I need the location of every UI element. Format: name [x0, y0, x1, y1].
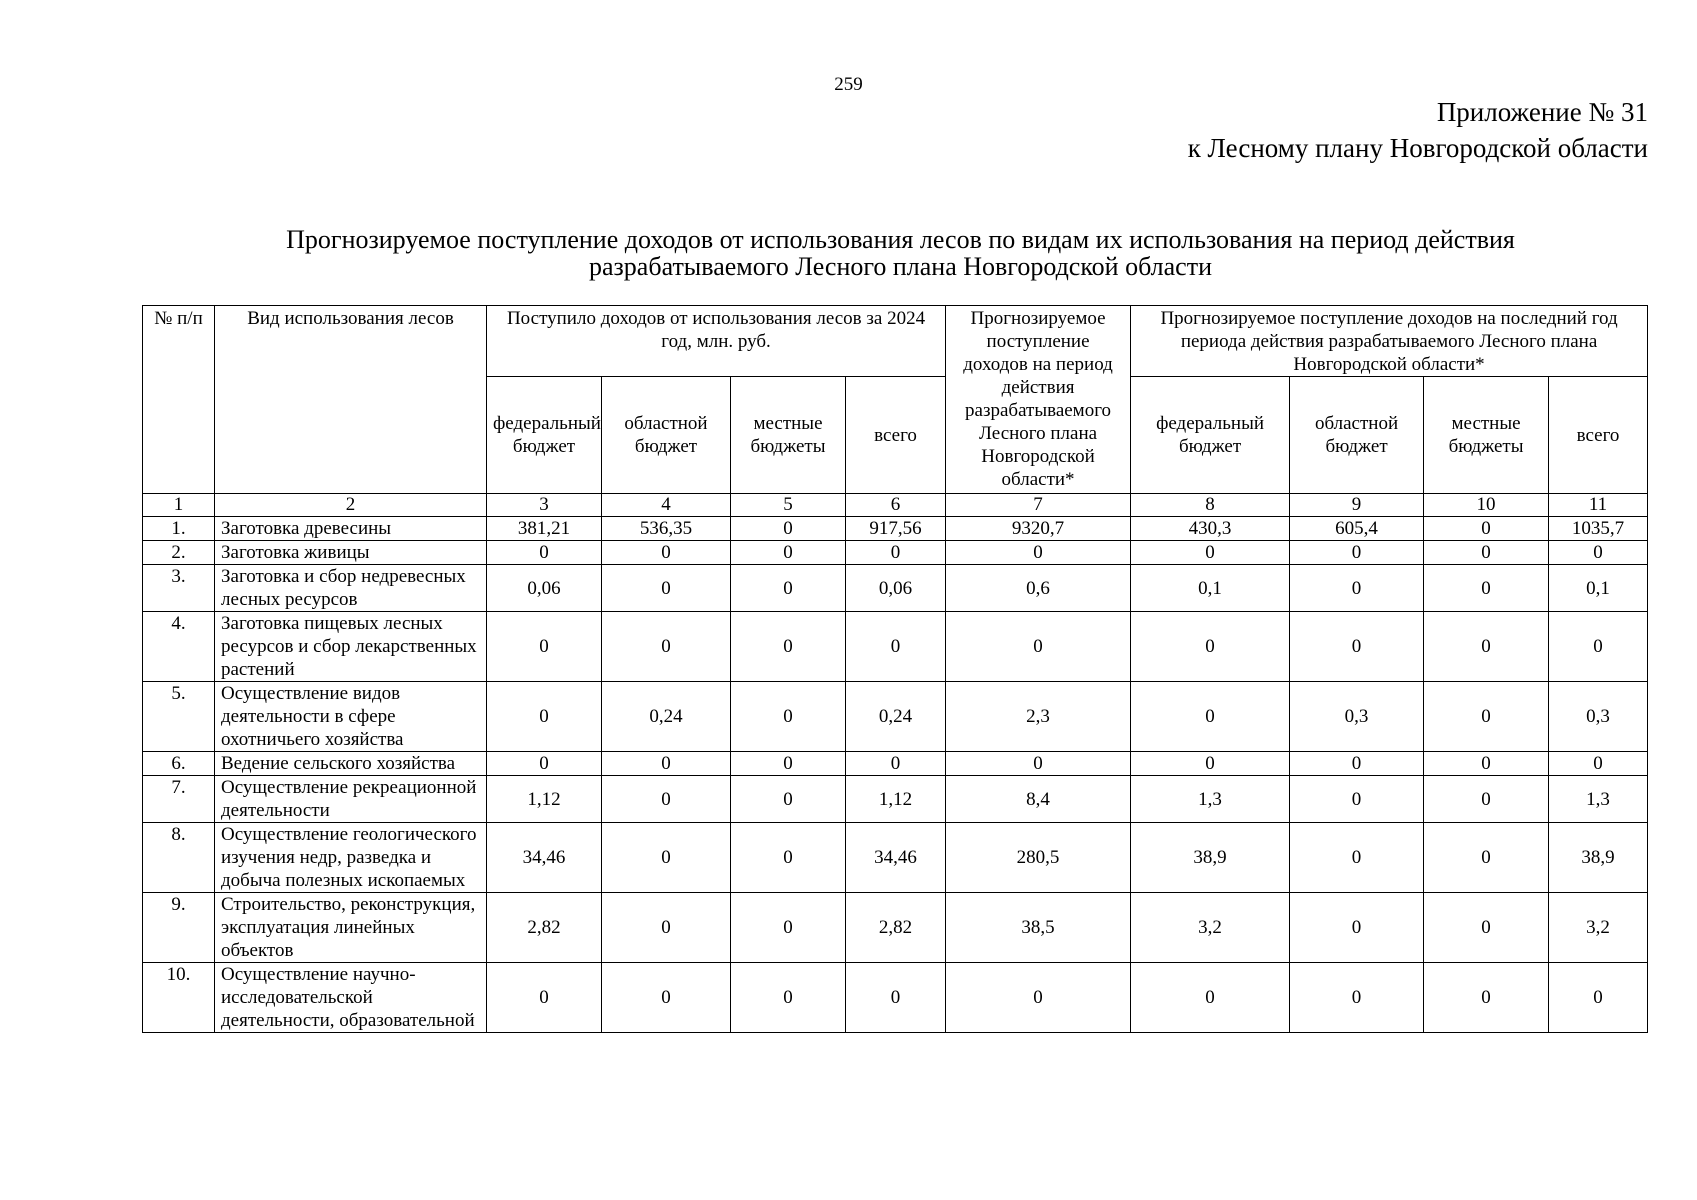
value-cell: 0 [602, 541, 731, 565]
forest-use-type: Осуществление видов деятельности в сфере охотничьего хозяйства [215, 682, 487, 752]
value-cell: 0 [1424, 963, 1549, 1033]
row-number: 2. [143, 541, 215, 565]
header-received-local: местные бюджеты [731, 377, 846, 494]
value-cell: 38,9 [1131, 823, 1290, 893]
row-number: 4. [143, 612, 215, 682]
value-cell: 0 [602, 963, 731, 1033]
income-forecast-table [142, 305, 1648, 1033]
header-last-total: всего [1549, 377, 1648, 494]
appendix-line-1: Приложение № 31 [1436, 97, 1648, 127]
header-received-2024: Поступило доходов от использования лесов за 2024 год, млн. руб. [487, 306, 946, 377]
title-line-1: Прогнозируемое поступление доходов от использования лесов по видам их использования на период действия [286, 225, 1515, 254]
value-cell: 0 [1424, 752, 1549, 776]
value-cell: 1,3 [1549, 776, 1648, 823]
value-cell: 8,4 [946, 776, 1131, 823]
value-cell: 0 [846, 963, 946, 1033]
value-cell: 1,12 [487, 776, 602, 823]
column-index-cell: 1 [143, 494, 215, 517]
table-row [143, 752, 1648, 776]
table-row [143, 565, 1648, 612]
value-cell: 381,21 [487, 517, 602, 541]
page-number: 259 [834, 74, 863, 95]
row-number: 1. [143, 517, 215, 541]
value-cell: 0 [1424, 541, 1549, 565]
table-row [143, 963, 1648, 1033]
value-cell: 0 [1549, 612, 1648, 682]
value-cell: 0 [602, 565, 731, 612]
value-cell: 38,5 [946, 893, 1131, 963]
value-cell: 0,24 [846, 682, 946, 752]
column-index-cell: 5 [731, 494, 846, 517]
header-last-federal: федеральный бюджет [1131, 377, 1290, 494]
value-cell: 0 [1424, 517, 1549, 541]
value-cell: 0 [1549, 963, 1648, 1033]
value-cell: 0 [1131, 682, 1290, 752]
value-cell: 0 [731, 893, 846, 963]
value-cell: 0 [731, 776, 846, 823]
forest-use-type: Заготовка древесины [215, 517, 487, 541]
value-cell: 0 [1131, 541, 1290, 565]
column-index-cell: 6 [846, 494, 946, 517]
value-cell: 34,46 [846, 823, 946, 893]
value-cell: 0 [602, 612, 731, 682]
value-cell: 38,9 [1549, 823, 1648, 893]
value-cell: 0 [1290, 963, 1424, 1033]
value-cell: 3,2 [1131, 893, 1290, 963]
value-cell: 0 [1131, 752, 1290, 776]
value-cell: 0 [846, 612, 946, 682]
value-cell: 0 [1290, 776, 1424, 823]
header-received-federal: федеральный бюджет [487, 377, 602, 494]
value-cell: 0 [602, 776, 731, 823]
header-forecast-period: Прогнозируемое поступление доходов на период действия разрабатываемого Лесного плана Новгородской области* [946, 306, 1131, 494]
value-cell: 0 [731, 823, 846, 893]
value-cell: 0 [1290, 893, 1424, 963]
table-row [143, 517, 1648, 541]
value-cell: 0 [1424, 682, 1549, 752]
table-row [143, 823, 1648, 893]
value-cell: 0,06 [487, 565, 602, 612]
value-cell: 0 [731, 752, 846, 776]
value-cell: 0 [731, 517, 846, 541]
header-num: № п/п [143, 306, 215, 494]
row-number: 3. [143, 565, 215, 612]
forest-use-type: Осуществление рекреационной деятельности [215, 776, 487, 823]
row-number: 6. [143, 752, 215, 776]
appendix-caption [1188, 94, 1648, 166]
column-index-cell: 4 [602, 494, 731, 517]
appendix-line-2: к Лесному плану Новгородской области [1187, 133, 1648, 163]
value-cell: 0 [1424, 565, 1549, 612]
forest-use-type: Заготовка и сбор недревесных лесных ресурсов [215, 565, 487, 612]
value-cell: 605,4 [1290, 517, 1424, 541]
column-index-cell: 8 [1131, 494, 1290, 517]
value-cell: 0 [487, 682, 602, 752]
value-cell: 280,5 [946, 823, 1131, 893]
value-cell: 0 [487, 541, 602, 565]
value-cell: 0,3 [1290, 682, 1424, 752]
table-row [143, 776, 1648, 823]
value-cell: 0 [487, 752, 602, 776]
value-cell: 0,06 [846, 565, 946, 612]
column-index-row [143, 494, 1648, 517]
forest-use-type: Строительство, реконструкция, эксплуатация линейных объектов [215, 893, 487, 963]
row-number: 10. [143, 963, 215, 1033]
value-cell: 0 [946, 752, 1131, 776]
value-cell: 2,3 [946, 682, 1131, 752]
value-cell: 0,24 [602, 682, 731, 752]
value-cell: 1,12 [846, 776, 946, 823]
value-cell: 0 [1290, 565, 1424, 612]
value-cell: 3,2 [1549, 893, 1648, 963]
value-cell: 0 [487, 963, 602, 1033]
forest-use-type: Осуществление научно-исследовательской деятельности, образовательной [215, 963, 487, 1033]
value-cell: 0 [1290, 823, 1424, 893]
table-row [143, 612, 1648, 682]
value-cell: 0 [1424, 776, 1549, 823]
value-cell: 0 [1290, 612, 1424, 682]
value-cell: 0,1 [1131, 565, 1290, 612]
value-cell: 0 [1424, 893, 1549, 963]
title-line-2: разрабатываемого Лесного плана Новгородской области [589, 252, 1212, 281]
value-cell: 430,3 [1131, 517, 1290, 541]
column-index-cell: 7 [946, 494, 1131, 517]
row-number: 9. [143, 893, 215, 963]
value-cell: 1,3 [1131, 776, 1290, 823]
value-cell: 0 [731, 682, 846, 752]
value-cell: 0 [846, 541, 946, 565]
value-cell: 0 [1549, 752, 1648, 776]
value-cell: 34,46 [487, 823, 602, 893]
column-index-cell: 11 [1549, 494, 1648, 517]
value-cell: 0 [1290, 541, 1424, 565]
value-cell: 0 [1131, 612, 1290, 682]
value-cell: 0,6 [946, 565, 1131, 612]
value-cell: 0 [946, 612, 1131, 682]
value-cell: 0 [731, 565, 846, 612]
row-number: 7. [143, 776, 215, 823]
value-cell: 0 [731, 541, 846, 565]
forest-use-type: Заготовка пищевых лесных ресурсов и сбор лекарственных растений [215, 612, 487, 682]
value-cell: 0 [1549, 541, 1648, 565]
column-index-cell: 3 [487, 494, 602, 517]
value-cell: 0 [1290, 752, 1424, 776]
document-title [145, 226, 1656, 280]
value-cell: 0 [1424, 823, 1549, 893]
value-cell: 0 [487, 612, 602, 682]
value-cell: 0 [602, 823, 731, 893]
value-cell: 0 [602, 752, 731, 776]
value-cell: 2,82 [487, 893, 602, 963]
value-cell: 0 [1424, 612, 1549, 682]
value-cell: 0 [602, 893, 731, 963]
value-cell: 0 [731, 612, 846, 682]
value-cell: 1035,7 [1549, 517, 1648, 541]
header-received-regional: областной бюджет [602, 377, 731, 494]
forest-use-type: Осуществление геологического изучения недр, разведка и добыча полезных ископаемых [215, 823, 487, 893]
column-index-cell: 10 [1424, 494, 1549, 517]
value-cell: 0,3 [1549, 682, 1648, 752]
value-cell: 0 [946, 541, 1131, 565]
row-number: 5. [143, 682, 215, 752]
forest-use-type: Заготовка живицы [215, 541, 487, 565]
header-forecast-last-year: Прогнозируемое поступление доходов на последний год периода действия разрабатываемого Лесного плана Новгородской области* [1131, 306, 1648, 377]
column-index-cell: 9 [1290, 494, 1424, 517]
value-cell: 0 [846, 752, 946, 776]
value-cell: 0 [946, 963, 1131, 1033]
forest-use-type: Ведение сельского хозяйства [215, 752, 487, 776]
header-forest-use-type: Вид использования лесов [215, 306, 487, 494]
value-cell: 9320,7 [946, 517, 1131, 541]
header-last-local: местные бюджеты [1424, 377, 1549, 494]
value-cell: 0 [1131, 963, 1290, 1033]
header-last-regional: областной бюджет [1290, 377, 1424, 494]
value-cell: 536,35 [602, 517, 731, 541]
row-number: 8. [143, 823, 215, 893]
column-index-cell: 2 [215, 494, 487, 517]
table-row [143, 682, 1648, 752]
table-row [143, 893, 1648, 963]
value-cell: 0 [731, 963, 846, 1033]
value-cell: 0,1 [1549, 565, 1648, 612]
header-received-total: всего [846, 377, 946, 494]
value-cell: 2,82 [846, 893, 946, 963]
value-cell: 917,56 [846, 517, 946, 541]
table-row [143, 541, 1648, 565]
